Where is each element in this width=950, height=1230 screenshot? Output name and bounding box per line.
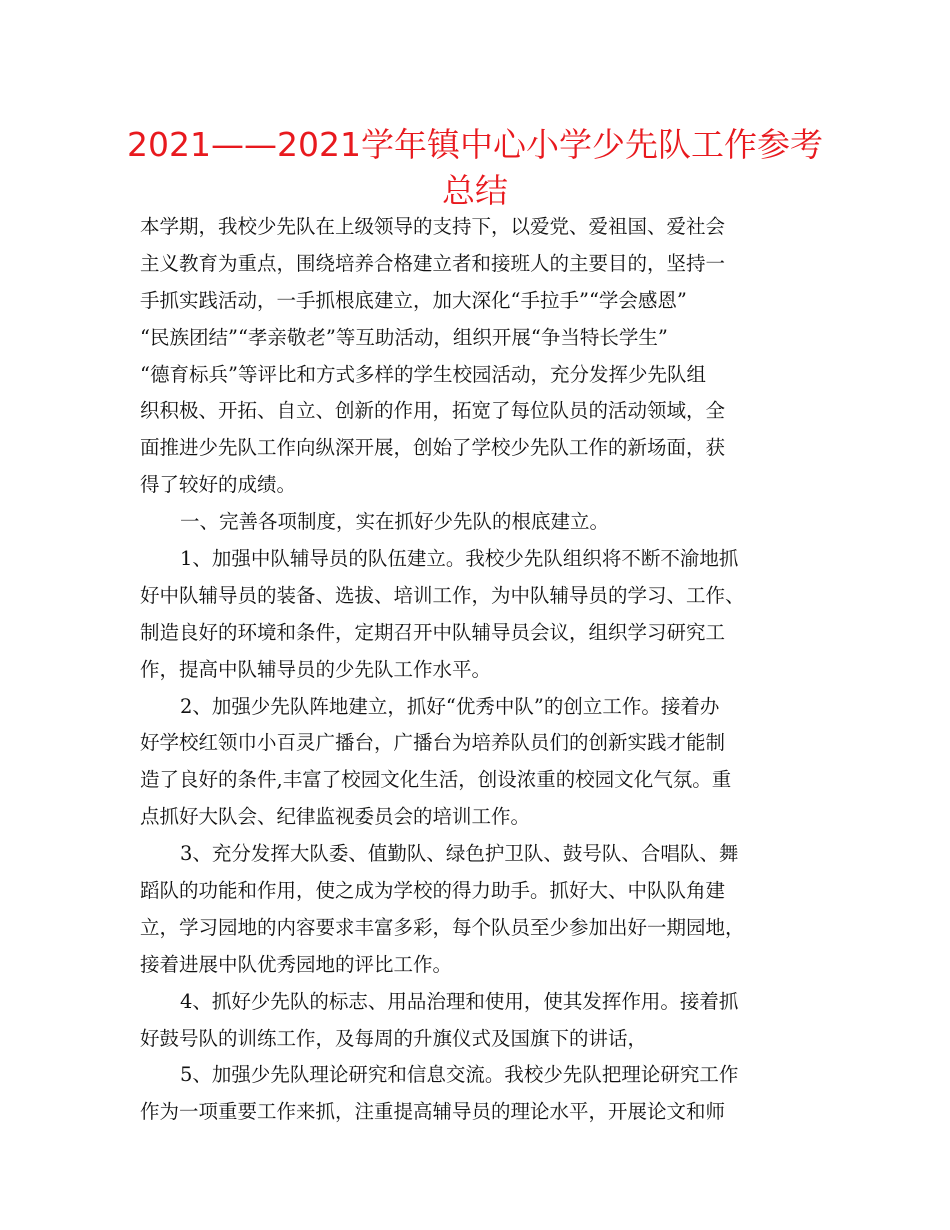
body-text-line: 3、充分发挥大队委、值勤队、绿色护卫队、鼓号队、合唱队、舞 — [180, 842, 739, 866]
body-text-line: “民族团结”“孝亲敬老”等互助活动，组织开展“争当特长学生” — [140, 325, 668, 349]
document-title-line-2: 总结 — [442, 171, 508, 210]
body-text-line: 作，提高中队辅导员的少先队工作水平。 — [140, 657, 492, 681]
body-text-line: 1、加强中队辅导员的队伍建立。我校少先队组织将不断不渝地抓 — [180, 547, 739, 571]
body-text-line: 造了良好的条件,丰富了校园文化生活，创设浓重的校园文化气氛。重 — [140, 768, 732, 792]
body-text-line: “德育标兵”等评比和方式多样的学生校园活动，充分发挥少先队组 — [140, 362, 706, 386]
body-text-line: 立，学习园地的内容要求丰富多彩，每个队员至少参加出好一期园地， — [140, 915, 745, 939]
body-text-line: 得了较好的成绩。 — [140, 473, 297, 497]
body-text-line: 好学校红领巾小百灵广播台，广播台为培养队员们的创新实践才能制 — [140, 731, 726, 755]
body-text-line: 好鼓号队的训练工作，及每周的升旗仪式及国旗下的讲话， — [140, 1026, 648, 1050]
body-text-line: 蹈队的功能和作用，使之成为学校的得力助手。抓好大、中队队角建 — [140, 879, 726, 903]
body-text-line: 手抓实践活动，一手抓根底建立，加大深化“手拉手”“学会感恩” — [140, 288, 687, 312]
document-title-line-1: 2021——2021学年镇中心小学少先队工作参考 — [127, 125, 823, 164]
body-text-line: 面推进少先队工作向纵深开展，创始了学校少先队工作的新场面，获 — [140, 436, 726, 460]
body-text-line: 接着进展中队优秀园地的评比工作。 — [140, 952, 453, 976]
document-body — [140, 209, 812, 1131]
body-text-line: 2、加强少先队阵地建立，抓好“优秀中队”的创立工作。接着办 — [180, 694, 720, 718]
body-text-line: 一、完善各项制度，实在抓好少先队的根底建立。 — [180, 510, 610, 534]
body-text-line: 作为一项重要工作来抓，注重提高辅导员的理论水平，开展论文和师 — [140, 1100, 726, 1124]
body-text-line: 主义教育为重点，围绕培养合格建立者和接班人的主要目的，坚持一 — [140, 251, 726, 275]
body-text-line: 制造良好的环境和条件，定期召开中队辅导员会议，组织学习研究工 — [140, 620, 726, 644]
body-text-line: 织积极、开拓、自立、创新的作用，拓宽了每位队员的活动领域，全 — [140, 399, 726, 423]
body-text-line: 5、加强少先队理论研究和信息交流。我校少先队把理论研究工作 — [180, 1063, 739, 1087]
body-text-line: 本学期，我校少先队在上级领导的支持下，以爱党、爱祖国、爱社会 — [140, 215, 726, 238]
body-text-line: 4、抓好少先队的标志、用品治理和使用，使其发挥作用。接着抓 — [180, 989, 739, 1013]
body-text-line: 好中队辅导员的装备、选拔、培训工作，为中队辅导员的学习、工作、 — [140, 583, 745, 607]
body-text-line: 点抓好大队会、纪律监视委员会的培训工作。 — [140, 805, 531, 829]
